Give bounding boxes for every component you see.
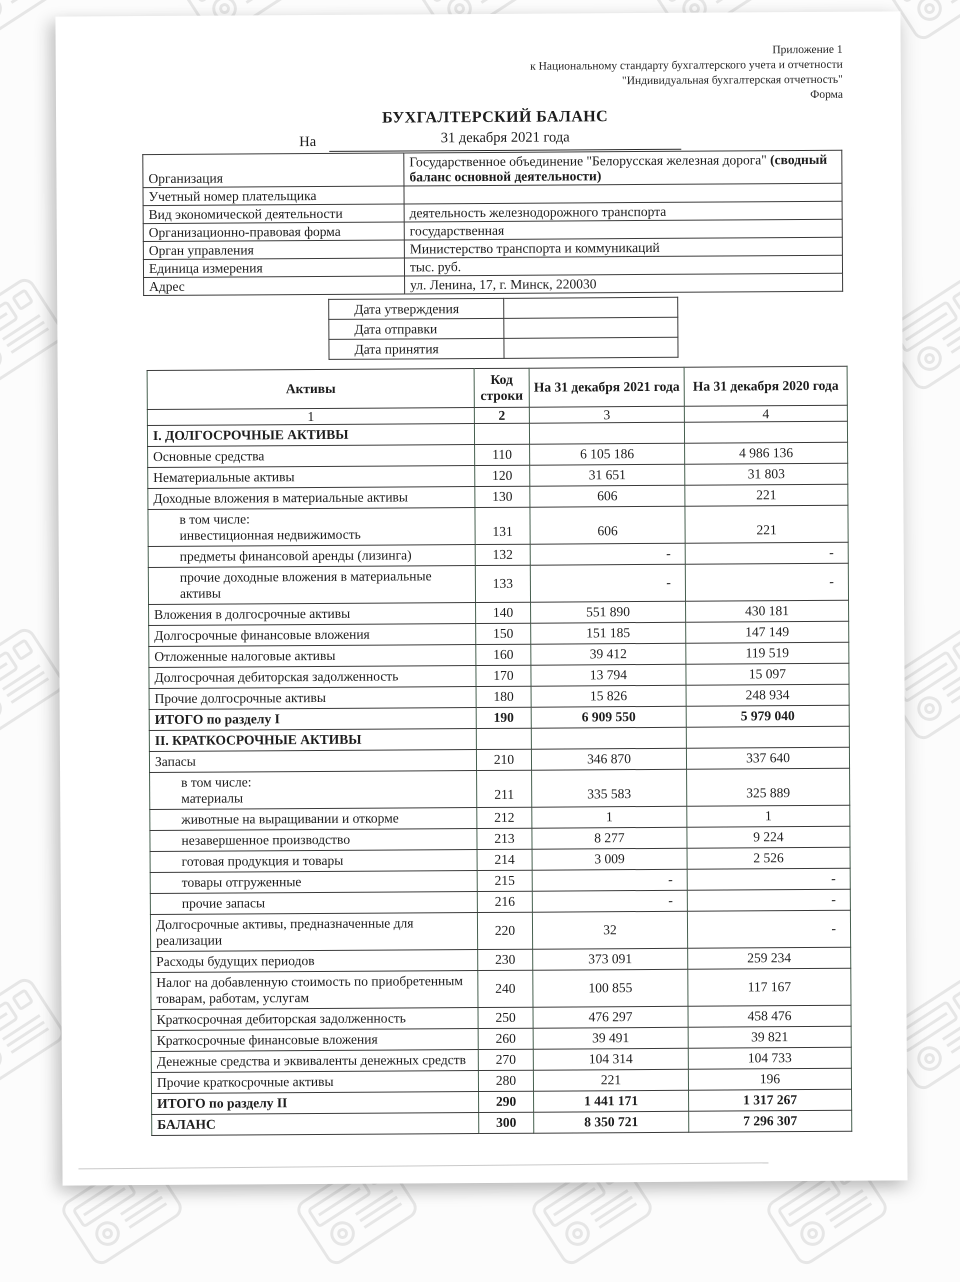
balance-table-head (147, 366, 847, 425)
value-2020-cell: 430 181 (686, 600, 849, 622)
org-field-label: Организация (143, 153, 404, 188)
asset-label: прочие запасы (181, 895, 266, 911)
balance-header-row (147, 366, 847, 409)
balance-header-cell: На 31 декабря 2020 года (684, 366, 847, 406)
asset-label: животные на выращивании и откорме (181, 810, 399, 827)
asset-label-cell (149, 750, 476, 773)
org-field-label: Вид экономической деятельности (143, 204, 404, 224)
asset-label-cell (149, 708, 476, 731)
code-cell: 220 (477, 912, 532, 949)
column-number-cell: 3 (529, 406, 684, 423)
code-cell: 131 (475, 507, 530, 544)
asset-label: Долгосрочные активы, предназначенные для реализации (155, 915, 414, 948)
code-cell: 300 (479, 1112, 534, 1133)
footer-scan-line (78, 1162, 768, 1169)
asset-label-cell (148, 445, 475, 468)
org-info-row (143, 150, 842, 187)
asset-label: Расходы будущих периодов (156, 953, 315, 969)
asset-label: ИТОГО по разделу II (157, 1095, 288, 1111)
value-2021-cell: 346 870 (531, 748, 686, 770)
asset-label: Прочие долгосрочные активы (154, 689, 326, 706)
asset-label-cell (148, 487, 475, 510)
asset-label-cell (151, 971, 478, 1010)
value-2020-cell: 1 317 267 (689, 1089, 852, 1111)
value-2021-cell: 8 277 (532, 827, 687, 849)
asset-label-cell (150, 850, 477, 873)
column-number-cell: 4 (684, 405, 847, 422)
value-2021-cell: 373 091 (533, 948, 688, 970)
value-2021-cell: 221 (533, 1069, 688, 1091)
asset-label: Доходные вложения в материальные активы (153, 489, 409, 507)
asset-label: Налог на добавленную стоимость по приобретенным товарам, работам, услугам (156, 973, 463, 1006)
table-row (152, 1110, 852, 1135)
asset-label: Долгосрочные финансовые вложения (154, 626, 370, 643)
asset-label-cell (151, 1050, 478, 1073)
date-label: Дата отправки (329, 318, 504, 339)
org-field-value-text: тыс. руб. (409, 259, 462, 275)
value-2021-cell: 8 350 721 (534, 1111, 689, 1133)
asset-label-cell (150, 829, 477, 852)
date-row (329, 337, 678, 359)
asset-label-cell (148, 566, 475, 605)
value-2021-cell: 104 314 (533, 1048, 688, 1070)
org-field-value-text: Государственное объединение "Белорусская железная дорога" (409, 152, 771, 170)
code-cell: 210 (476, 749, 531, 770)
asset-label-cell (149, 645, 476, 668)
asset-label: Запасы (154, 753, 196, 769)
org-field-value-text: деятельность железнодорожного транспорта (409, 203, 667, 221)
value-2021-cell: - (532, 869, 687, 891)
dates-body (329, 297, 678, 359)
form-note (530, 43, 843, 105)
code-cell: 140 (476, 602, 531, 623)
asset-label: Нематериальные активы (153, 469, 295, 486)
date-row (329, 297, 678, 319)
table-row (150, 910, 850, 951)
value-2020-cell: 104 733 (688, 1047, 851, 1069)
asset-label: Долгосрочная дебиторская задолженность (154, 668, 399, 685)
asset-label: Денежные средства и эквиваленты денежных средств (156, 1052, 466, 1069)
code-cell: 150 (476, 623, 531, 644)
asset-group-label: в том числе: (181, 774, 252, 790)
asset-label-cell (150, 808, 477, 831)
value-2020-cell: 5 979 040 (686, 705, 849, 727)
document-page (55, 11, 907, 1185)
value-2021-cell: 15 826 (531, 685, 686, 707)
value-2020-cell: 248 934 (686, 684, 849, 706)
balance-table (147, 366, 853, 1136)
asset-label-cell (148, 545, 475, 568)
value-2021-cell: 551 890 (531, 601, 686, 623)
code-cell: 216 (477, 891, 532, 912)
value-2020-cell: 1 (687, 805, 850, 827)
org-info-row (144, 273, 843, 295)
asset-label: материалы (181, 790, 244, 806)
value-2021-cell: - (532, 890, 687, 912)
value-2021-cell: 32 (532, 911, 687, 949)
balance-header-cell: На 31 декабря 2021 года (529, 367, 684, 407)
value-2020-cell: 2 526 (687, 847, 850, 869)
value-2020-cell: 119 519 (686, 642, 849, 664)
value-2020-cell: 4 986 136 (685, 442, 848, 464)
report-date-value: 31 декабря 2021 года (329, 129, 681, 152)
value-2020-cell: 117 167 (688, 968, 851, 1006)
column-number-cell: 2 (474, 407, 529, 423)
asset-label-cell (148, 466, 475, 489)
code-cell: 133 (475, 565, 530, 602)
value-2021-cell: 1 441 171 (534, 1090, 689, 1112)
value-2020-cell: 15 097 (686, 663, 849, 685)
asset-label-cell (150, 892, 477, 915)
asset-label-cell (152, 1113, 479, 1136)
org-field-value-bold: (сводный баланс основной деятельности) (409, 151, 828, 185)
org-field-label: Организационно-правовая форма (143, 222, 404, 242)
asset-label: Прочие краткосрочные активы (156, 1073, 334, 1090)
dates-table (328, 297, 678, 360)
code-cell: 110 (475, 444, 530, 465)
date-row (329, 317, 678, 339)
asset-label-cell (151, 1008, 478, 1031)
balance-header-cell: Код строки (474, 368, 529, 407)
asset-label: инвестиционная недвижимость (179, 526, 361, 543)
asset-label: незавершенное производство (181, 831, 351, 848)
value-2020-cell: - (687, 868, 850, 890)
code-cell: 260 (478, 1028, 533, 1049)
org-field-label: Единица измерения (143, 258, 404, 278)
value-2021-cell: 39 491 (533, 1027, 688, 1049)
value-2021-cell: 3 009 (532, 848, 687, 870)
value-2021-cell: 606 (530, 485, 685, 507)
asset-label: БАЛАНС (157, 1116, 216, 1132)
value-2020-cell: 337 640 (686, 747, 849, 769)
asset-label: Вложения в долгосрочные активы (154, 605, 351, 623)
code-cell: 190 (476, 707, 531, 728)
org-info-body (143, 150, 843, 295)
asset-label-cell (149, 603, 476, 626)
value-2020-cell: - (687, 889, 850, 911)
value-2021-cell: - (530, 543, 685, 565)
asset-label-cell (151, 1029, 478, 1052)
code-cell: 240 (478, 970, 533, 1007)
balance-table-body (147, 421, 851, 1135)
date-prefix-label: На (299, 134, 317, 151)
org-field-value (404, 150, 842, 186)
value-2020-cell: 39 821 (688, 1026, 851, 1048)
asset-label: Отложенные налоговые активы (154, 647, 336, 664)
value-2021-cell: 13 794 (531, 664, 686, 686)
asset-label-cell (149, 624, 476, 647)
value-2021-cell: 151 185 (531, 622, 686, 644)
code-cell: 170 (476, 665, 531, 686)
date-value (504, 317, 678, 338)
code-cell: 230 (478, 949, 533, 970)
value-2020-cell: 196 (688, 1068, 851, 1090)
table-row (148, 505, 848, 546)
value-2021-cell: - (530, 564, 685, 602)
asset-label-cell (149, 687, 476, 710)
code-cell: 211 (477, 770, 532, 807)
code-cell: 180 (476, 686, 531, 707)
value-2020-cell: 221 (685, 484, 848, 506)
asset-label-cell (148, 508, 475, 547)
value-2021-cell: 31 651 (530, 464, 685, 486)
code-cell: 160 (476, 644, 531, 665)
code-cell (474, 423, 529, 444)
code-cell: 290 (479, 1091, 534, 1112)
value-2021-cell: 335 583 (532, 769, 687, 807)
asset-label: товары отгруженные (181, 874, 302, 890)
code-cell (476, 728, 531, 749)
asset-label: предметы финансовой аренды (лизинга) (179, 547, 412, 564)
code-cell: 250 (478, 1007, 533, 1028)
value-2020-cell: 458 476 (688, 1005, 851, 1027)
code-cell: 280 (478, 1070, 533, 1091)
value-2020-cell: - (687, 910, 850, 948)
asset-label-cell (149, 666, 476, 689)
form-note-line: к Национальному стандарту бухгалтерского учета и отчетности (530, 58, 843, 73)
form-note-line: Форма (810, 88, 843, 101)
value-2021-cell: 39 412 (531, 643, 686, 665)
code-cell: 130 (475, 486, 530, 507)
asset-label-cell (151, 950, 478, 973)
asset-label: Краткосрочная дебиторская задолженность (156, 1010, 406, 1027)
asset-label: готовая продукция и товары (181, 852, 344, 869)
section-label: I. ДОЛГОСРОЧНЫЕ АКТИВЫ (147, 424, 474, 447)
section-label: II. КРАТКОСРОЧНЫЕ АКТИВЫ (149, 729, 476, 752)
page-title: БУХГАЛТЕРСКИЙ БАЛАНС (382, 108, 609, 127)
value-2021-cell: 100 855 (533, 969, 688, 1007)
value-2021-cell: 476 297 (533, 1006, 688, 1028)
value-2020-cell: 7 296 307 (689, 1110, 852, 1132)
org-field-value-text: государственная (409, 222, 505, 239)
asset-label: прочие доходные вложения в материальные активы (179, 568, 432, 601)
value-2020-cell: 259 234 (688, 947, 851, 969)
date-label: Дата утверждения (329, 298, 504, 319)
code-cell: 120 (475, 465, 530, 486)
table-row (151, 968, 851, 1009)
table-row (148, 563, 848, 604)
org-field-value-text: Министерство транспорта и коммуникаций (409, 239, 660, 257)
value-2020-cell: 325 889 (687, 768, 850, 806)
asset-group-label: в том числе: (179, 511, 250, 527)
value-2020-cell (684, 421, 847, 443)
value-2020-cell: - (685, 542, 848, 564)
asset-label-cell (150, 871, 477, 894)
value-2021-cell: 606 (530, 506, 685, 544)
value-2021-cell: 6 909 550 (531, 706, 686, 728)
date-label: Дата принятия (329, 338, 504, 359)
value-2020-cell: 9 224 (687, 826, 850, 848)
code-cell: 132 (475, 544, 530, 565)
date-value (504, 297, 678, 318)
asset-label: ИТОГО по разделу I (154, 711, 280, 727)
asset-label-cell (150, 771, 477, 810)
form-note-line: "Индивидуальная бухгалтерская отчетность" (621, 73, 843, 88)
code-cell: 214 (477, 849, 532, 870)
org-field-value-text: ул. Ленина, 17, г. Минск, 220030 (410, 276, 597, 293)
asset-label: Основные средства (153, 448, 265, 465)
code-cell: 270 (478, 1049, 533, 1070)
value-2020-cell: 31 803 (685, 463, 848, 485)
value-2021-cell: 1 (532, 806, 687, 828)
table-row (150, 768, 850, 809)
form-note-line: Приложение 1 (772, 43, 843, 57)
value-2021-cell (529, 422, 684, 444)
value-2020-cell: 221 (685, 505, 848, 543)
asset-label-cell (150, 913, 477, 952)
asset-label-cell (151, 1071, 478, 1094)
value-2020-cell: - (685, 563, 848, 601)
asset-label: Краткосрочные финансовые вложения (156, 1031, 378, 1048)
column-number-cell: 1 (147, 408, 474, 426)
code-cell: 213 (477, 828, 532, 849)
code-cell: 215 (477, 870, 532, 891)
org-field-label: Адрес (144, 276, 405, 296)
balance-header-cell: Активы (147, 369, 474, 410)
date-value (504, 337, 678, 358)
org-field-label: Учетный номер плательщика (143, 186, 404, 206)
org-info-table (142, 150, 843, 296)
org-field-label: Орган управления (143, 240, 404, 260)
value-2020-cell (686, 726, 849, 748)
value-2020-cell: 147 149 (686, 621, 849, 643)
asset-label-cell (152, 1092, 479, 1115)
org-field-value (405, 273, 843, 294)
value-2021-cell (531, 727, 686, 749)
code-cell: 212 (477, 807, 532, 828)
value-2021-cell: 6 105 186 (530, 443, 685, 465)
